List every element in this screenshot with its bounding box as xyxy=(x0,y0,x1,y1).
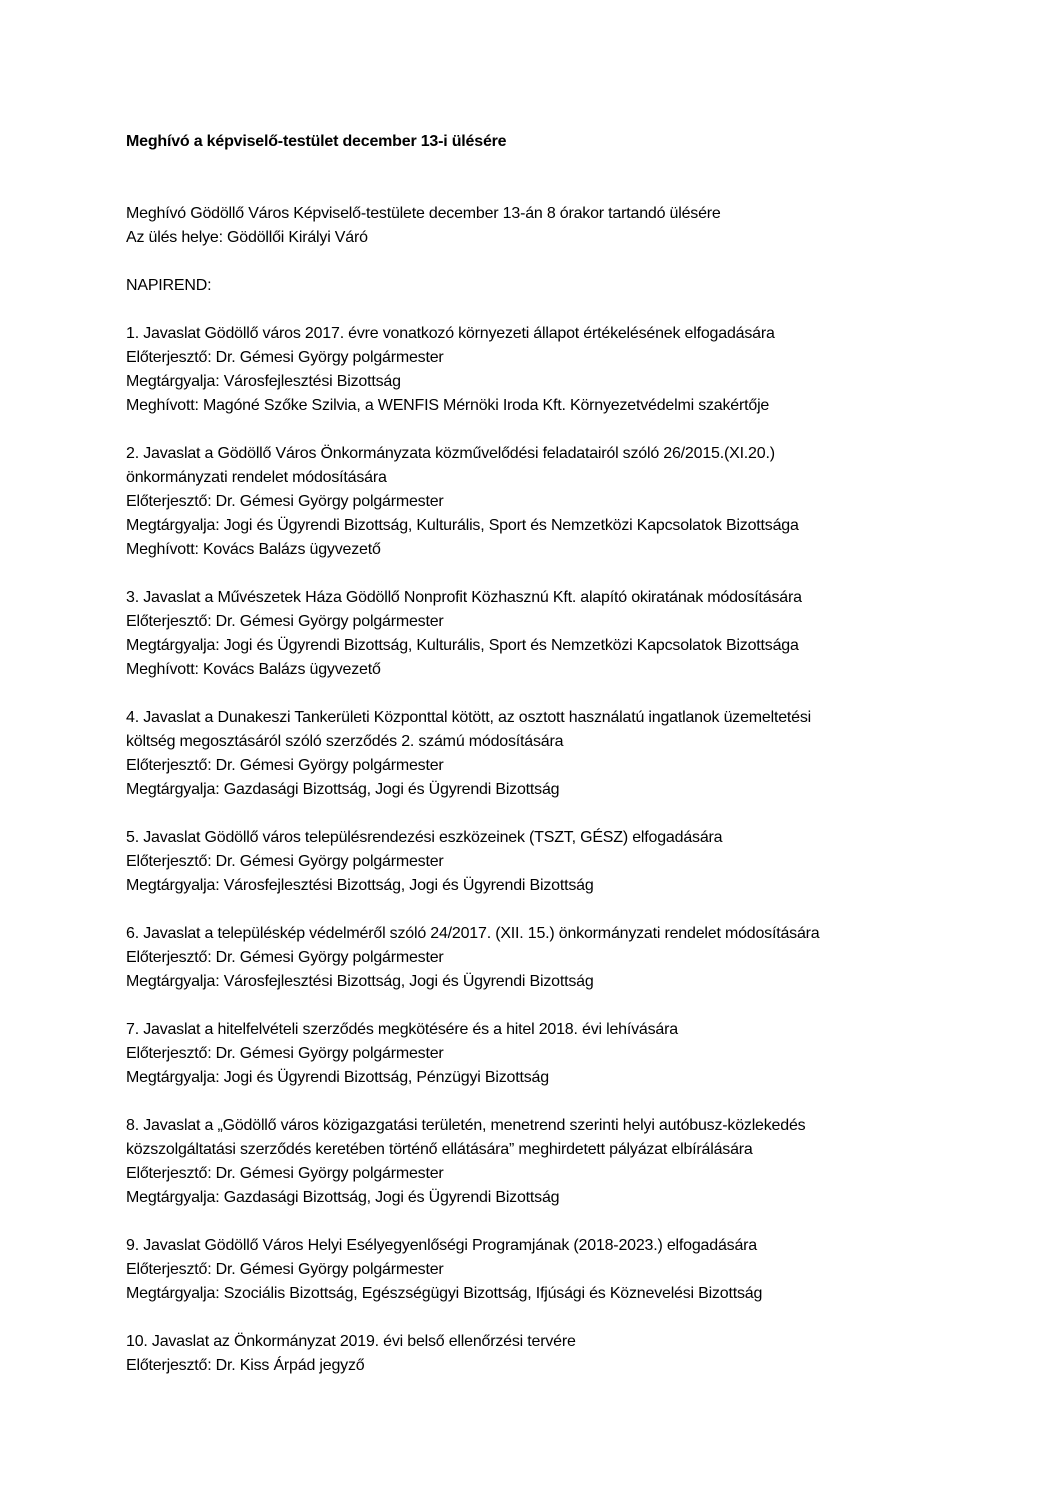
agenda-item-detail: Előterjesztő: Dr. Gémesi György polgármester xyxy=(126,493,444,510)
agenda-item-detail: Megtárgyalja: Városfejlesztési Bizottság, Jogi és Ügyrendi Bizottság xyxy=(126,973,594,990)
agenda-item-detail: közszolgáltatási szerződés keretében történő ellátására” meghirdetett pályázat elbírálására xyxy=(126,1141,753,1158)
agenda-item-title: 8. Javaslat a „Gödöllő város közigazgatási területén, menetrend szerinti helyi autóbusz-közlekedés xyxy=(126,1117,806,1134)
agenda-item-title: 9. Javaslat Gödöllő Város Helyi Esélyegyenlőségi Programjának (2018-2023.) elfogadására xyxy=(126,1237,757,1254)
agenda-item xyxy=(126,1330,946,1378)
agenda-item-title: 10. Javaslat az Önkormányzat 2019. évi belső ellenőrzési tervére xyxy=(126,1333,576,1350)
agenda-item-detail: Megtárgyalja: Jogi és Ügyrendi Bizottság, Pénzügyi Bizottság xyxy=(126,1069,549,1086)
agenda-item-detail: Előterjesztő: Dr. Gémesi György polgármester xyxy=(126,1045,444,1062)
agenda-item xyxy=(126,322,946,418)
agenda-item xyxy=(126,1114,946,1210)
agenda-item-title: 1. Javaslat Gödöllő város 2017. évre vonatkozó környezeti állapot értékelésének elfogadására xyxy=(126,325,775,342)
agenda-item-detail: önkormányzati rendelet módosítására xyxy=(126,469,387,486)
agenda-item-detail: Előterjesztő: Dr. Gémesi György polgármester xyxy=(126,349,444,366)
agenda-item-title: 7. Javaslat a hitelfelvételi szerződés megkötésére és a hitel 2018. évi lehívására xyxy=(126,1021,678,1038)
agenda-item-detail: Előterjesztő: Dr. Gémesi György polgármester xyxy=(126,1261,444,1278)
agenda-item xyxy=(126,826,946,898)
meeting-location: Az ülés helye: Gödöllői Királyi Váró xyxy=(126,229,368,246)
agenda-item-detail: Megtárgyalja: Szociális Bizottság, Egészségügyi Bizottság, Ifjúsági és Köznevelési Bizottság xyxy=(126,1285,763,1302)
agenda-heading: NAPIREND: xyxy=(126,277,212,294)
document-title: Meghívó a képviselő-testület december 13-i ülésére xyxy=(126,133,507,150)
agenda-item-detail: Megtárgyalja: Jogi és Ügyrendi Bizottság, Kulturális, Sport és Nemzetközi Kapcsolatok Bizottsága xyxy=(126,517,799,534)
agenda-list xyxy=(126,322,946,1378)
agenda-item xyxy=(126,922,946,994)
agenda-item xyxy=(126,706,946,802)
agenda-item xyxy=(126,442,946,562)
agenda-item-detail: Megtárgyalja: Gazdasági Bizottság, Jogi és Ügyrendi Bizottság xyxy=(126,1189,560,1206)
agenda-item-detail: Megtárgyalja: Gazdasági Bizottság, Jogi és Ügyrendi Bizottság xyxy=(126,781,560,798)
agenda-item-detail: költség megosztásáról szóló szerződés 2. számú módosítására xyxy=(126,733,564,750)
agenda-item-title: 2. Javaslat a Gödöllő Város Önkormányzata közművelődési feladatairól szóló 26/2015.(XI.20.) xyxy=(126,445,775,462)
agenda-item-title: 5. Javaslat Gödöllő város településrendezési eszközeinek (TSZT, GÉSZ) elfogadására xyxy=(126,829,723,846)
agenda-item-detail: Megtárgyalja: Jogi és Ügyrendi Bizottság, Kulturális, Sport és Nemzetközi Kapcsolatok Bizottsága xyxy=(126,637,799,654)
agenda-item-detail: Előterjesztő: Dr. Gémesi György polgármester xyxy=(126,757,444,774)
agenda-item-detail: Előterjesztő: Dr. Gémesi György polgármester xyxy=(126,1165,444,1182)
agenda-item-detail: Előterjesztő: Dr. Gémesi György polgármester xyxy=(126,949,444,966)
agenda-item-detail: Előterjesztő: Dr. Gémesi György polgármester xyxy=(126,853,444,870)
invitation-block xyxy=(126,202,946,250)
agenda-item xyxy=(126,1018,946,1090)
agenda-item-title: 4. Javaslat a Dunakeszi Tankerületi Központtal kötött, az osztott használatú ingatlanok üzemeltetési xyxy=(126,709,812,726)
agenda-item-detail: Meghívott: Kovács Balázs ügyvezető xyxy=(126,661,381,678)
agenda-item-detail: Előterjesztő: Dr. Kiss Árpád jegyző xyxy=(126,1357,365,1374)
document-content xyxy=(126,130,946,1402)
invitation-line: Meghívó Gödöllő Város Képviselő-testülete december 13-án 8 órakor tartandó ülésére xyxy=(126,205,721,222)
agenda-item-detail: Meghívott: Magóné Szőke Szilvia, a WENFIS Mérnöki Iroda Kft. Környezetvédelmi szakértője xyxy=(126,397,770,414)
agenda-item-title: 3. Javaslat a Művészetek Háza Gödöllő Nonprofit Közhasznú Kft. alapító okiratának módosítására xyxy=(126,589,802,606)
agenda-item-detail: Megtárgyalja: Városfejlesztési Bizottság, Jogi és Ügyrendi Bizottság xyxy=(126,877,594,894)
agenda-item-title: 6. Javaslat a településkép védelméről szóló 24/2017. (XII. 15.) önkormányzati rendelet módosítására xyxy=(126,925,820,942)
agenda-item xyxy=(126,1234,946,1306)
agenda-item-detail: Megtárgyalja: Városfejlesztési Bizottság xyxy=(126,373,401,390)
agenda-item xyxy=(126,586,946,682)
agenda-item-detail: Előterjesztő: Dr. Gémesi György polgármester xyxy=(126,613,444,630)
agenda-item-detail: Meghívott: Kovács Balázs ügyvezető xyxy=(126,541,381,558)
